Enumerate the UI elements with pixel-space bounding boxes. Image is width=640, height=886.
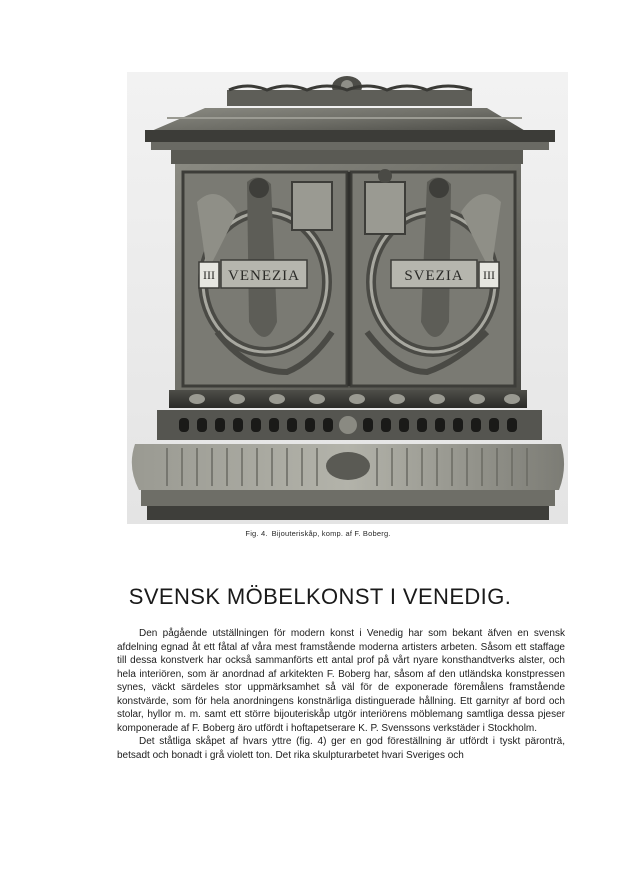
paragraph: Den pågående utställningen för modern konst i Venedig har som bekant äfven en svensk afdelning egnad åt ett fåtal af våra mest framstående moderna artisters arbeten. Såsom ett staffage till dessa konstverk har också sammanförts ett antal prof på vårt nyare konsthandtverks alster, och hela interiören, som är anordnad af arkitekten F. Boberg har, såsom af den utländska konstpressen synes, väckt särdeles stor uppmärksamhet så väl för de exponerade föremålens framstående konstvärde, som för hela anordningens konstnärliga distinguerade hållning. Ett garnityr af bord och stolar, hyllor m. m. samt ett större bijouteriskåp utgör interiörens möblemang samtliga dessa pjeser komponerade af F. Boberg äro utfördt i hoftapetserare K. P. Svenssons verkstäder i Stockholm. — [117, 628, 565, 734]
svg-text:III: III — [203, 268, 215, 282]
article-title: SVENSK MÖBELKONST I VENEDIG. — [128, 584, 512, 609]
figure-caption — [0, 529, 640, 538]
figure-caption-text: Bijouteriskåp, komp. af F. Boberg. — [271, 529, 391, 538]
cabinet-base — [132, 444, 564, 520]
cabinet-roof — [145, 108, 555, 150]
cabinet-photograph — [127, 72, 568, 524]
panel-label-svezia: SVEZIA — [404, 268, 464, 284]
article-body — [117, 627, 565, 762]
left-door-panel — [183, 172, 347, 386]
svg-text:III: III — [483, 268, 495, 282]
paragraph: Det ståtliga skåpet af hvars yttre (fig. 4) ger en god föreställning är utfördt i tyskt päronträ, betsadt och bonadt i grå violett ton. Det rika skulpturarbetet hvari Sveriges och — [117, 736, 565, 761]
panel-label-venezia: VENEZIA — [228, 268, 300, 284]
figure-number: Fig. 4. — [245, 529, 268, 538]
right-door-panel — [351, 169, 515, 386]
